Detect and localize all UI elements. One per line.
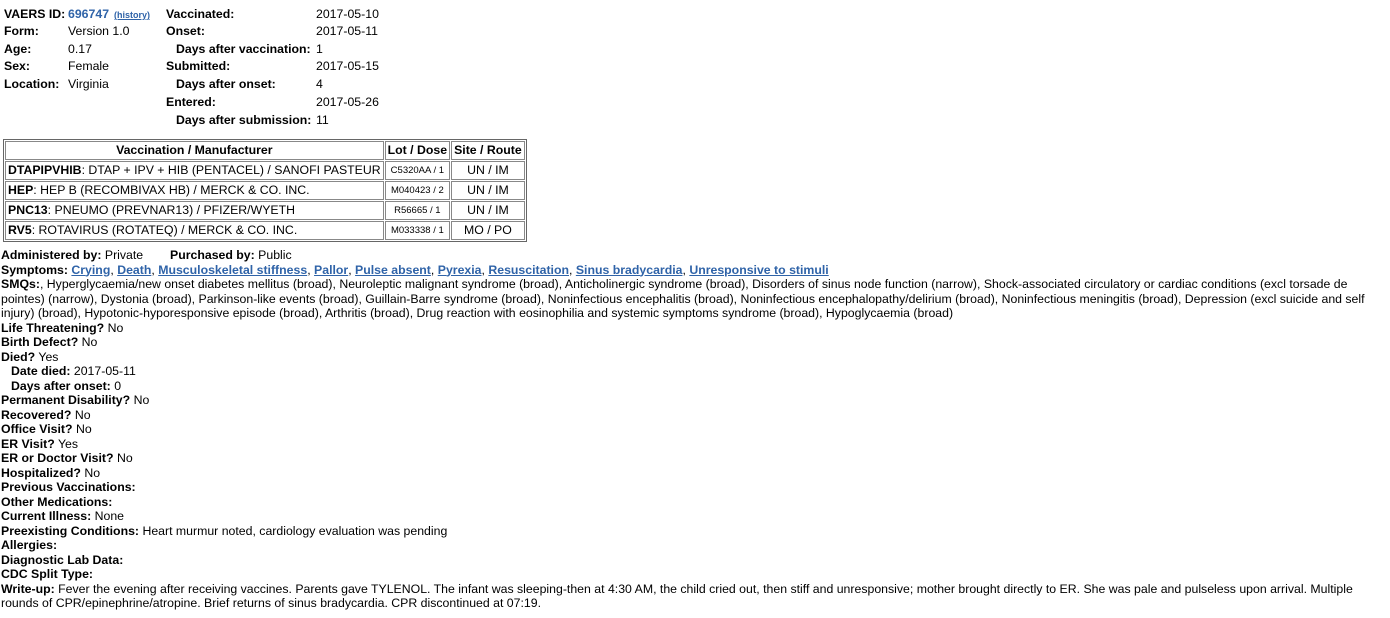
vaccine-code: HEP — [8, 183, 34, 197]
preexisting-conditions-row — [1, 524, 1387, 539]
days-after-onset-label: Days after onset: — [176, 77, 276, 91]
vaccine-desc: : DTAP + IPV + HIB (PENTACEL) / SANOFI PASTEUR — [81, 163, 381, 177]
entered-label: Entered: — [166, 95, 216, 109]
permanent-disability-label: Permanent Disability? — [1, 393, 131, 407]
preexisting-conditions-value: Heart murmur noted, cardiology evaluation was pending — [142, 523, 448, 538]
birth-defect-row — [1, 335, 1387, 350]
location-value: Virginia — [68, 77, 109, 91]
office-visit-row — [1, 422, 1387, 437]
vaccine-code: DTAPIPVHIB — [8, 163, 82, 177]
died-value: Yes — [38, 349, 59, 364]
table-row — [5, 181, 525, 200]
site-route-cell: MO / PO — [451, 221, 525, 240]
permanent-disability-value: No — [133, 393, 150, 407]
onset-label: Onset: — [166, 24, 205, 38]
diagnostic-lab-data-row — [1, 553, 1387, 568]
write-up-value: Fever the evening after receiving vaccines. Parents gave TYLENOL. The infant was sleeping-then at 4:30 AM, the child cried out, then stiff and unresponsive; mother brought directly to ER. She was pale and pulseless upon arrival. Multiple rounds of CPR/epinephrine/atropine. Brief returns of sinus bradycardia. CPR discontinued at 07:19. — [1, 581, 1353, 610]
symptom-link[interactable]: Resuscitation — [488, 262, 569, 277]
office-visit-value: No — [75, 422, 92, 436]
vaccine-desc: : ROTAVIRUS (ROTATEQ) / MERCK & CO. INC. — [31, 223, 298, 237]
table-row — [5, 221, 525, 240]
vaccine-cell — [5, 221, 384, 240]
current-illness-label: Current Illness: — [1, 509, 92, 523]
diagnostic-lab-data-label: Diagnostic Lab Data: — [1, 552, 124, 567]
symptom-link[interactable]: Unresponsive to stimuli — [689, 262, 829, 277]
birth-defect-label: Birth Defect? — [1, 335, 79, 349]
location-label: Location: — [4, 77, 60, 91]
symptom-link[interactable]: Musculoskeletal stiffness — [158, 262, 308, 277]
birth-defect-value: No — [81, 335, 98, 349]
current-illness-value: None — [94, 509, 125, 523]
cdc-split-type-row — [1, 567, 1387, 582]
vaers-id-link[interactable]: 696747 — [68, 7, 110, 21]
er-visit-row — [1, 437, 1387, 452]
date-died-value: 2017-05-11 — [73, 364, 136, 378]
vaccine-code: RV5 — [8, 223, 32, 237]
died-row — [1, 350, 1387, 365]
vaccinated-value: 2017-05-10 — [316, 7, 379, 21]
vaccine-code: PNC13 — [8, 203, 48, 217]
days-after-vaccination-value: 1 — [316, 42, 323, 56]
er-doctor-visit-value: No — [116, 451, 133, 465]
submitted-value: 2017-05-15 — [316, 59, 379, 73]
write-up-row — [1, 582, 1387, 611]
life-threatening-label: Life Threatening? — [1, 320, 105, 335]
sex-label: Sex: — [4, 59, 30, 73]
days-after-submission-value: 11 — [316, 113, 329, 127]
died-label: Died? — [1, 349, 36, 364]
age-value: 0.17 — [68, 42, 92, 56]
other-medications-row — [1, 495, 1387, 510]
site-route-cell: UN / IM — [451, 181, 525, 200]
previous-vaccinations-label: Previous Vaccinations: — [1, 480, 136, 494]
preexisting-conditions-label: Preexisting Conditions: — [1, 523, 140, 538]
vaccine-desc: : PNEUMO (PREVNAR13) / PFIZER/WYETH — [47, 203, 295, 217]
hospitalized-row — [1, 466, 1387, 481]
date-died-row — [1, 364, 1387, 379]
allergies-row — [1, 538, 1387, 553]
symptoms-row: Symptoms: Crying, Death, Musculoskeletal stiffness, Pallor, Pulse absent, Pyrexia, Resuscitation, Sinus bradycardia, Unresponsive to stimuli — [1, 262, 829, 277]
purchased-label: Purchased by: — [170, 248, 255, 262]
history-link[interactable]: (history) — [114, 10, 150, 20]
days-after-submission-label: Days after submission: — [176, 113, 312, 127]
symptoms-label: Symptoms: — [1, 262, 68, 277]
life-threatening-row — [1, 321, 1387, 336]
cdc-split-type-label: CDC Split Type: — [1, 567, 93, 581]
vaccine-cell — [5, 161, 384, 180]
date-died-label: Date died: — [11, 364, 71, 378]
symptom-link[interactable]: Crying — [71, 262, 111, 277]
write-up-label: Write-up: — [1, 581, 55, 596]
other-medications-label: Other Medications: — [1, 494, 113, 509]
previous-vaccinations-row — [1, 480, 1387, 495]
recovered-row — [1, 408, 1387, 423]
site-route-cell: UN / IM — [451, 201, 525, 220]
site-route-cell: UN / IM — [451, 161, 525, 180]
vaccination-table — [3, 139, 527, 242]
submitted-label: Submitted: — [166, 59, 231, 73]
allergies-label: Allergies: — [1, 538, 58, 552]
administration-row — [1, 248, 1387, 263]
smqs-row — [1, 277, 1387, 321]
col-site-route: Site / Route — [451, 141, 525, 160]
table-header-row — [5, 141, 525, 160]
recovered-value: No — [74, 407, 91, 422]
office-visit-label: Office Visit? — [1, 422, 73, 436]
report-details — [1, 248, 1387, 611]
symptom-link[interactable]: Death — [117, 262, 152, 277]
lot-dose-cell: M040423 / 2 — [385, 181, 450, 200]
vaccine-desc: : HEP B (RECOMBIVAX HB) / MERCK & CO. INC. — [33, 183, 310, 197]
vaccine-cell — [5, 201, 384, 220]
col-lot-dose: Lot / Dose — [385, 141, 450, 160]
permanent-disability-row — [1, 393, 1387, 408]
form-label: Form: — [4, 24, 39, 38]
days-after-onset-value: 4 — [316, 77, 323, 91]
er-doctor-visit-label: ER or Doctor Visit? — [1, 451, 114, 465]
vaers-id-label: VAERS ID: — [4, 7, 66, 21]
entered-value: 2017-05-26 — [316, 95, 379, 109]
table-row — [5, 161, 525, 180]
form-value: Version 1.0 — [68, 24, 130, 38]
vaccinated-label: Vaccinated: — [166, 7, 235, 21]
er-visit-value: Yes — [57, 436, 79, 451]
hospitalized-label: Hospitalized? — [1, 465, 81, 480]
symptom-link[interactable]: Sinus bradycardia — [575, 262, 683, 277]
onset-value: 2017-05-11 — [316, 24, 378, 38]
symptom-link[interactable]: Pulse absent — [355, 262, 431, 277]
lot-dose-cell: M033338 / 1 — [385, 221, 450, 240]
days-after-onset-died-row — [1, 379, 1387, 394]
col-vaccination-manufacturer: Vaccination / Manufacturer — [5, 141, 384, 160]
vaccine-cell — [5, 181, 384, 200]
sex-value: Female — [68, 59, 110, 73]
life-threatening-value: No — [107, 320, 124, 335]
table-row — [5, 201, 525, 220]
purchased-value: Public — [258, 248, 292, 262]
age-label: Age: — [4, 42, 32, 56]
days-after-onset-died-label: Days after onset: — [11, 378, 111, 393]
days-after-vaccination-label: Days after vaccination: — [176, 42, 311, 56]
er-visit-label: ER Visit? — [1, 436, 55, 451]
smqs-label: SMQs: — [1, 277, 40, 291]
current-illness-row — [1, 509, 1387, 524]
recovered-label: Recovered? — [1, 407, 72, 422]
symptom-link[interactable]: Pallor — [314, 262, 349, 277]
hospitalized-value: No — [84, 465, 101, 480]
smqs-value: , Hyperglycaemia/new onset diabetes mellitus (broad), Neuroleptic malignant syndrome (broad), Anticholinergic syndrome (broad), Disorders of sinus node function (narrow), Shock-associated circulatory or cardiac conditions (excl torsade de pointes) (narrow), Dystonia (broad), Parkinson-like events (broad), Guillain-Barre syndrome (broad), Noninfectious encephalitis (broad), Noninfectious encephalopathy/delirium (broad), Noninfectious meningitis (broad), Depression (excl suicide and self injury) (broad), Hypotonic-hyporesponsive episode (broad), Arthritis (broad), Drug reaction with eosinophilia and systemic symptoms syndrome (broad), Hypoglycaemia (broad) — [1, 277, 1365, 320]
administered-value: Private — [104, 248, 144, 262]
lot-dose-cell: C5320AA / 1 — [385, 161, 450, 180]
symptom-link[interactable]: Pyrexia — [437, 262, 482, 277]
days-after-onset-died-value: 0 — [114, 378, 122, 393]
er-doctor-visit-row — [1, 451, 1387, 466]
lot-dose-cell: R56665 / 1 — [385, 201, 450, 220]
administered-label: Administered by: — [1, 248, 102, 262]
